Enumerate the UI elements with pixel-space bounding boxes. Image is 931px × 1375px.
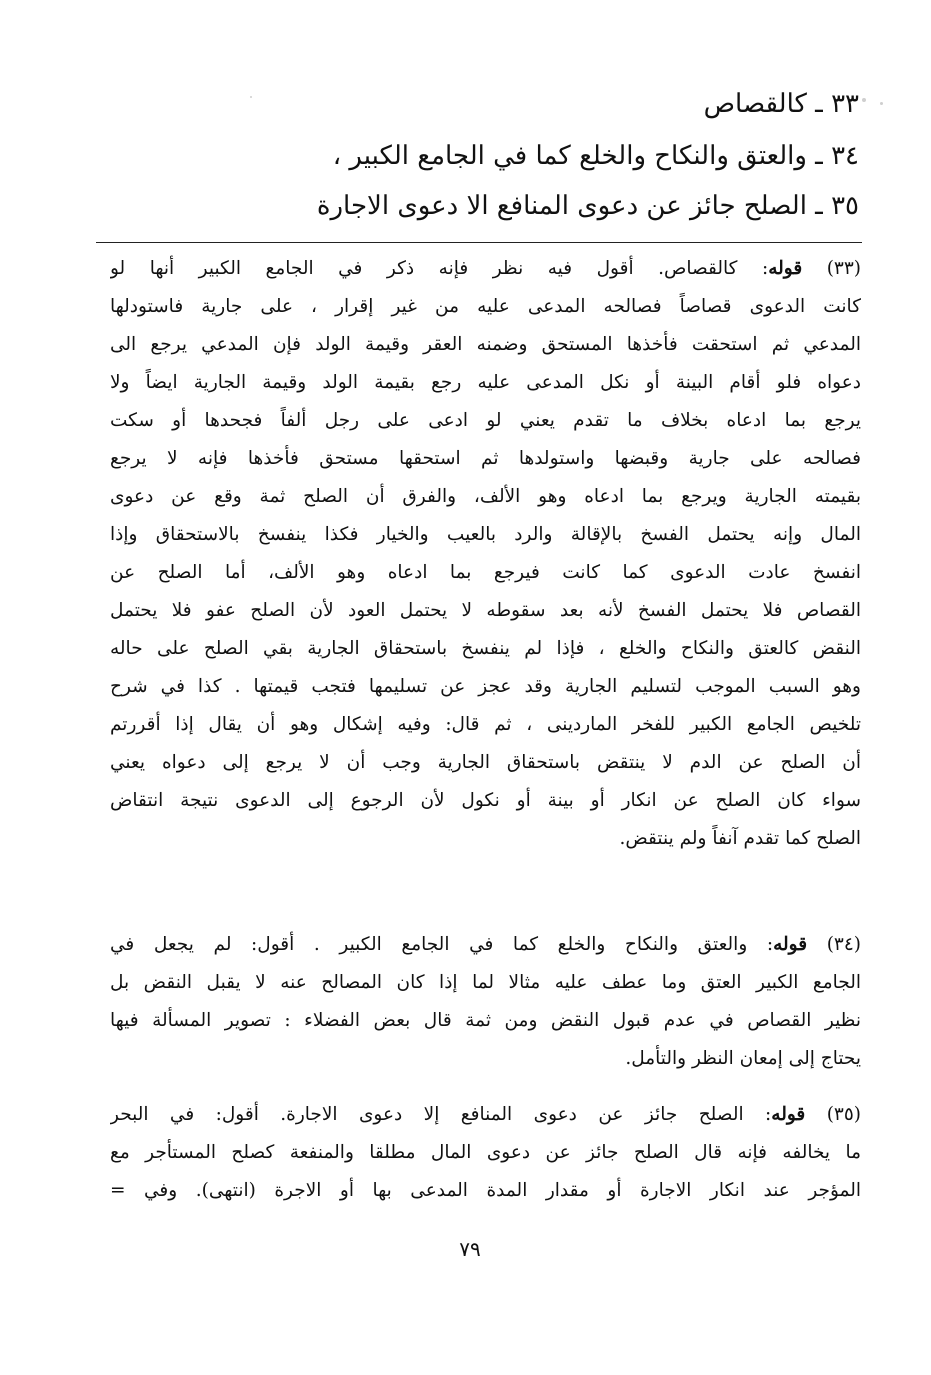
footnote-number: (٣٣) [826,258,861,279]
footnote-35 [110,1096,861,1210]
footnote-line: كانت الدعوى قصاصاً فصالحه المدعى عليه من غير إقرار ، على جارية فاستودلها [110,296,861,317]
footnote-line: : الصلح جائز عن دعوى المنافع إلا دعوى الاجارة. أقول: في البحر [110,1104,772,1125]
footnote-line: يحتاج إلى إمعان النظر والتأمل. [625,1048,861,1069]
footnote-line: الجامع الكبير العتق وما عطف عليه مثالا لما إذا كان المصالح عنه لا يقبل النقض بل [110,972,861,993]
footnote-line: سواء كان الصلح عن انكار أو بينة أو نكول لأن الرجوع إلى الدعوى نتيجة انتقاض [110,790,861,811]
scan-speck [862,98,866,102]
footnote-number: (٣٥) [826,1104,861,1125]
footnote-line: المؤجر عند انكار الاجارة أو مقدار المدة المدعى بها أو الاجرة (انتهى). وفي = [110,1180,861,1201]
footnote-line: : والعتق والنكاح والخلع كما في الجامع الكبير . أقول: لم يجعل في [110,934,774,955]
footnote-line: المدعي ثم استحقت فأخذها المستحق وضمنه العقر وقيمة الولد فإن المدعي يرجع الى [110,334,861,355]
footnote-line: تلخيص الجامع الكبير للفخر الماردينى ، ثم قال: وفيه إشكال وهو أن يقال إذا أقررتم [110,714,861,735]
footnote-33 [110,250,861,858]
footnote-line: دعواه فلو أقام البينة أو نكل المدعى عليه رجع بقيمة الولد وقيمة الجارية ايضاً ولا [110,372,861,393]
footnote-line: أن الصلح عن الدم لا ينتقض باستحقاق الجارية وجب أن لا يرجع إلى دعواه يعني [110,752,861,773]
footnote-line: يرجع بما ادعاه بخلاف ما تقدم يعني لو ادعى على رجل ألفاً فجحدها أو سكت [110,410,861,431]
footnote-divider [96,242,862,243]
main-line-34: ٣٤ ـ والعتق والنكاح والخلع كما في الجامع الكبير ، [332,141,859,171]
main-line-35: ٣٥ ـ الصلح جائز عن دعوى المنافع الا دعوى الاجارة [316,191,859,221]
footnote-34 [110,926,861,1078]
footnote-keyword: قوله [773,934,808,955]
footnote-line: النقض كالعتق والنكاح والخلع ، فإذا لم ينفسخ باستحقاق الجارية بقي الصلح على حاله [110,638,861,659]
footnote-line: نظير القصاص في عدم قبول النقض ومن ثمة قال بعض الفضلاء : تصوير المسألة فيها [110,1010,861,1031]
scan-speck [880,102,883,105]
page-number: ٧٩ [459,1237,481,1261]
footnote-line: انفسخ عادت الدعوى كما كانت فيرجع بما ادعاه وهو الألف، أما الصلح عن [110,562,861,583]
footnote-line: بقيمته الجارية ويرجع بما ادعاه وهو الألف، والفرق أن الصلح ثمة وقع عن دعوى [110,486,861,507]
footnote-line: وهو السبب الموجب لتسليم الجارية وقد عجز عن تسليمها فتجب قيمتها . كذا في شرح [110,676,861,697]
footnote-line: القصاص فلا يحتمل الفسخ لأنه بعد سقوطه لا يحتمل العود لأن الصلح عفو فلا يحتمل [110,600,861,621]
footnote-line: ما يخالفه فإنه قال الصلح جائز عن دعوى المال مطلقا والمنفعة كصلح المستأجر مع [110,1142,861,1163]
scan-speck [250,96,252,98]
footnote-line: الصلح كما تقدم آنفاً ولم ينتقض. [619,828,861,849]
main-line-33: ٣٣ ـ كالقصاص [703,89,859,119]
footnote-line: المال وإنه يحتمل الفسخ بالإقالة والرد بالعيب والخيار فكذا ينفسخ بالاستحقاق وإذا [110,524,861,545]
footnote-line: : كالقصاص. أقول فيه نظر فإنه ذكر في الجامع الكبير أنها لو [110,258,769,279]
footnote-line: فصالحه على جارية وقبضها واستولدها ثم استحقها مستحق فأخذها فإنه لا يرجع [110,448,861,469]
footnote-keyword: قوله [768,258,803,279]
footnote-number: (٣٤) [826,934,861,955]
footnote-keyword: قوله [771,1104,806,1125]
